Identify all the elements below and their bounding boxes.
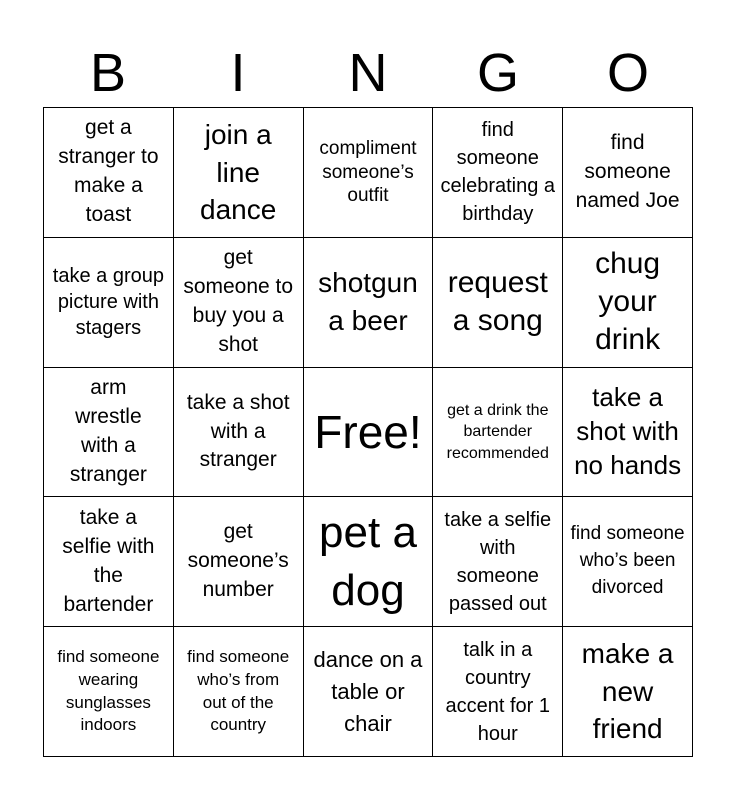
header-letter-g: G: [476, 43, 519, 103]
cell-text: get a drink the bartender recommended: [446, 402, 549, 462]
cell-text: talk in a country accent for 1 hour: [445, 638, 551, 745]
bingo-cell[interactable]: [44, 497, 174, 627]
bingo-cell[interactable]: [174, 108, 304, 238]
bingo-cell[interactable]: [174, 627, 304, 757]
bingo-cell[interactable]: [433, 238, 563, 368]
cell-text: compliment someone’s outfit: [319, 137, 417, 207]
bingo-cell[interactable]: [433, 627, 563, 757]
cell-text: make a new friend: [581, 637, 674, 745]
bingo-cell[interactable]: [433, 368, 563, 498]
bingo-cell[interactable]: [44, 627, 174, 757]
bingo-board: [43, 107, 693, 757]
cell-text: find someone who’s been divorced: [570, 523, 685, 599]
cell-text: find someone named Joe: [575, 130, 680, 212]
bingo-cell[interactable]: [563, 368, 693, 498]
cell-text: join a line dance: [200, 118, 277, 226]
bingo-cell[interactable]: [174, 368, 304, 498]
bingo-cell[interactable]: [44, 368, 174, 498]
cell-text: find someone celebrating a birthday: [440, 119, 556, 226]
header-letter-b: B: [89, 43, 127, 103]
header-letter-n: N: [348, 43, 388, 103]
bingo-cell[interactable]: [563, 238, 693, 368]
bingo-cell[interactable]: [44, 108, 174, 238]
bingo-cell[interactable]: [304, 108, 434, 238]
cell-text: shotgun a beer: [318, 267, 418, 337]
bingo-cell[interactable]: [304, 238, 434, 368]
bingo-cell[interactable]: [563, 108, 693, 238]
cell-text: get a stranger to make a toast: [58, 116, 159, 227]
cell-text: take a selfie with someone passed out: [444, 508, 552, 615]
bingo-header: [43, 38, 693, 108]
cell-text: get someone’s number: [187, 520, 289, 602]
header-letter-o: O: [606, 43, 649, 103]
bingo-cell[interactable]: [304, 497, 434, 627]
cell-text: take a selfie with the bartender: [62, 505, 155, 616]
header-letter-i: I: [230, 43, 246, 103]
bingo-cell[interactable]: [304, 627, 434, 757]
cell-text: find someone who’s from out of the country: [187, 647, 290, 735]
cell-text: Free!: [314, 405, 422, 458]
bingo-cell[interactable]: [174, 497, 304, 627]
cell-text: request a song: [447, 265, 548, 338]
bingo-cell[interactable]: [433, 497, 563, 627]
cell-text: find someone wearing sunglasses indoors: [57, 647, 160, 735]
bingo-cell[interactable]: [433, 108, 563, 238]
bingo-cell[interactable]: [563, 497, 693, 627]
cell-text: take a shot with a stranger: [186, 390, 290, 472]
bingo-cell[interactable]: [174, 238, 304, 368]
bingo-cell[interactable]: [563, 627, 693, 757]
cell-text: get someone to buy you a shot: [183, 246, 294, 357]
cell-text: take a shot with no hands: [574, 382, 682, 480]
cell-text: chug your drink: [595, 246, 661, 357]
cell-text: arm wrestle with a stranger: [69, 376, 147, 486]
cell-text: pet a dog: [319, 507, 417, 615]
cell-text: take a group picture with stagers: [52, 265, 164, 340]
cell-text: dance on a table or chair: [313, 646, 423, 736]
bingo-cell[interactable]: [304, 368, 434, 498]
bingo-cell[interactable]: [44, 238, 174, 368]
